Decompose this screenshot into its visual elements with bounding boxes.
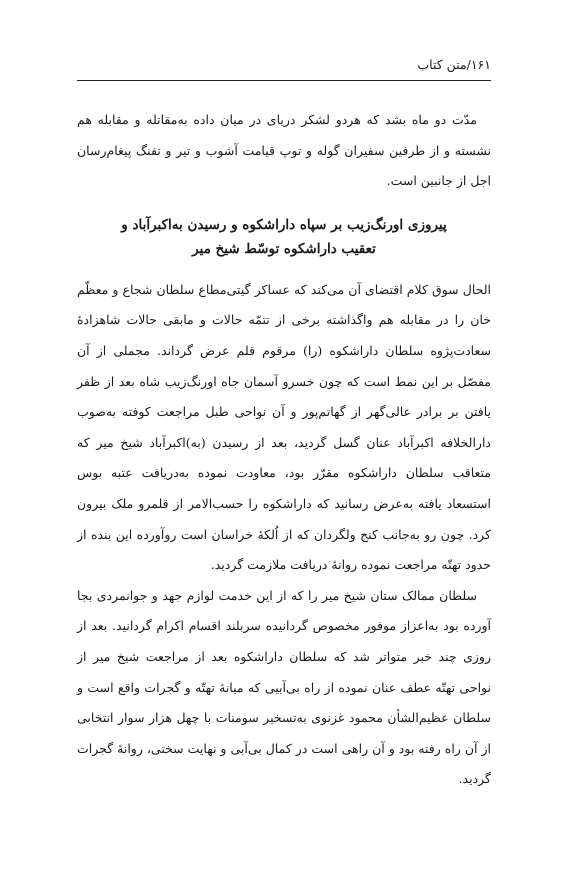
paragraph-1: الحال سوق کلام اقتضای آن می‌کند که عساکر گیتی‌مطاع سلطان شجاع و معظّم خان را در مقابله هم واگذاشته برخی از تتمّه حالات و مابقی حالات شاهزادهٔ سعادت‌پژوه سلطان داراشکوه (را) مرقوم قلم عرض گرداند. مجملی از آن مفصّل بر این نمط است که چون خسرو آسمان جاه اورنگ‌زیب شاه بعد از ظفر یافتن بر برادر عالی‌گهر از گهاتم‌پور و آن نواحی طبل مراجعت کوفته به‌صوب دارالخلافه اکبرآباد عنان گسل گردید، بعد از رسیدن (به)اکبرآباد شیخ میر که متعاقب سلطان داراشکوه مقرّر بود، معاودت نموده به‌دریافت عتبه بوس استسعاد یافته به‌عرض رسانید که داراشکوه را حسب‌الامر از قلمرو ملک بیرون کرد. چون رو به‌جانب کنج ولگردان که از اُلکهٔ خراسان است روآورده این بنده از حدود تهتّه مراجعت نموده روانهٔ دریافت ملازمت گردید. (77, 281, 491, 573)
section-title-line-1: پیروزی اورنگ‌زیب بر سپاه داراشکوه و رسیدن به‌اکبرآباد و (121, 216, 447, 233)
paragraph-intro: مدّت دو ماه بشد که هردو لشکر دریای در میان داده به‌مقاتله و مقابله هم نشسته و از طرفین سفیران گوله و توپ قیامت آشوب و تیر و تفنگ پیغام‌رسان اجل از جانبین است. (77, 112, 491, 189)
paragraph-2: سلطان ممالک ستان شیخ میر را که از این خدمت لوازم جهد و جوانمردی بجا آورده بود به‌اعزاز موفور مخصوص گردانیده سربلند اقسام اکرام گردانید. بعد از روزی چند خبر متواتر شد که سلطان داراشکوه بعد از مراجعت شیخ میر از نواحی تهتّه عطف عنان نموده از راه بی‌آبیی که میانهٔ تهتّه و گجرات واقع است و سلطان عظیم‌الشأن محمود غزنوی به‌تسخیر سومنات با چهل هزار سوار انتخابی از آن راه رفته بود و آن راهی است در کمال بی‌آبی و نهایت سختی، روانهٔ گجرات گردید. (77, 587, 491, 787)
section-title-line-2: تعقیب داراشکوه توسّط شیخ میر (192, 240, 376, 257)
body-text (77, 105, 491, 795)
book-page (77, 56, 491, 795)
running-head: ۱۶۱/متن کتاب (77, 56, 491, 81)
section-title (77, 213, 491, 261)
